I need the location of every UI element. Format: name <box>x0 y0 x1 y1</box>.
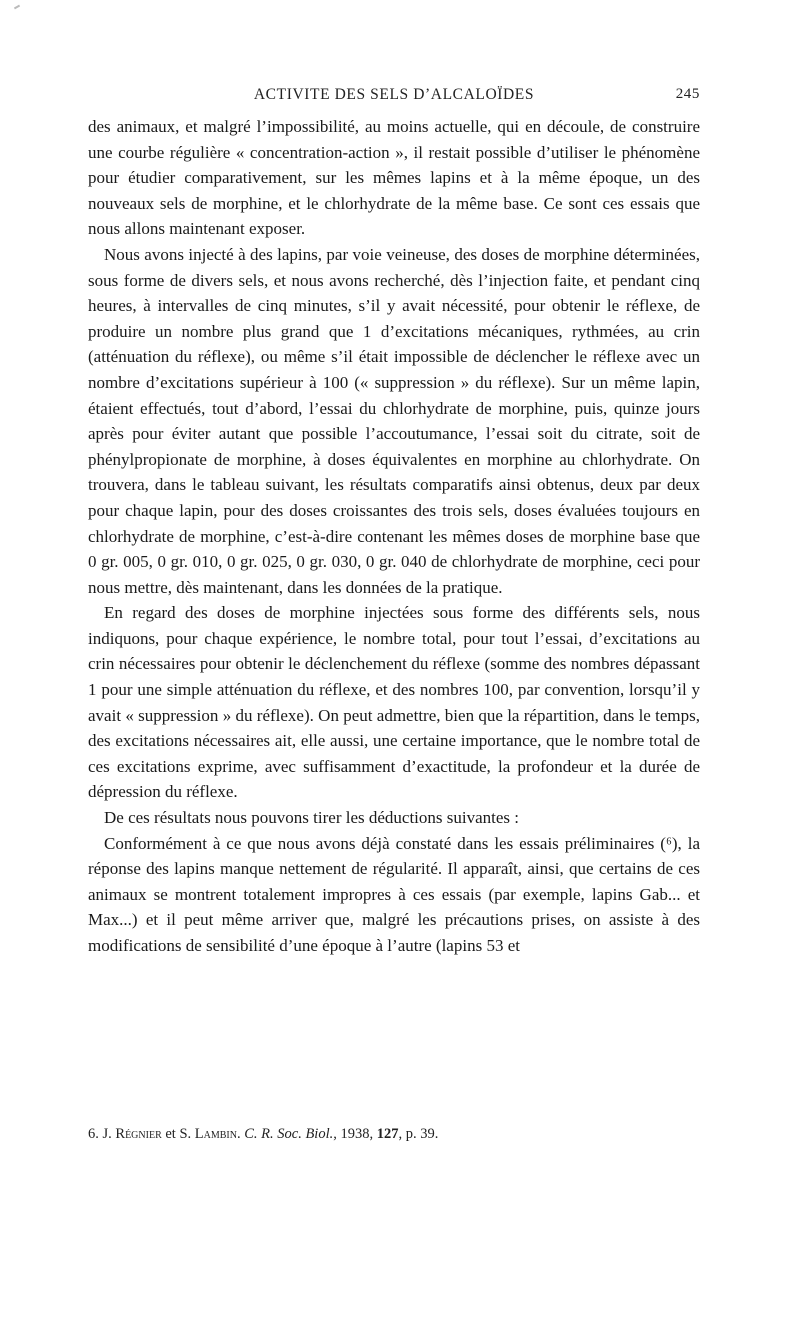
footnote-year: , 1938, <box>333 1126 374 1142</box>
footnote-pages: , p. 39. <box>398 1126 439 1142</box>
footnote-author-initial: J. <box>102 1126 112 1142</box>
paragraph-3: En regard des doses de morphine injectées sous forme des différents sels, nous indiquons, pour chaque expérience, le nombre total, pour tout l’essai, d’excitations au crin nécessaires pour obtenir le déclenchement du réflexe (somme des nombres dépassant 1 pour une simple atténuation du réflexe, et des nombres 100, par convention, lorsqu’il y avait « suppression » du réflexe). On peut admettre, bien que la répartition, dans le temps, des excitations nécessaires ait, elle aussi, une certaine importance, que le nombre total de ces excitations exprime, avec suffisamment d’exactitude, la profondeur et la durée de dépression du réflexe. <box>88 603 700 802</box>
paragraph-2: Nous avons injecté à des lapins, par voie veineuse, des doses de morphine déterminées, sous forme de divers sels, et nous avons recherché, dès l’injection faite, et pendant cinq heures, à intervalles de cinq minutes, s’il y avait nécessité, pour obtenir le réflexe, de produire un nombre plus grand que 1 d’excitations mécaniques, rythmées, au crin (atténuation du réflexe), ou même s’il était impossible de déclencher le réflexe avec un nombre d’excitations supérieur à 100 (« suppression » du réflexe). Sur un même lapin, étaient effectués, tout d’abord, l’essai du chlorhydrate de morphine, puis, quinze jours après pour éviter autant que possible l’accoutumance, l’essai soit du citrate, soit de phénylpropionate de morphine, à doses équivalentes en morphine au chlorhydrate. On trouvera, dans le tableau suivant, les résultats comparatifs ainsi obtenus, deux par deux pour chaque lapin, pour des doses croissantes des trois sels, doses évaluées toujours en chlorhydrate de morphine, c’est-à-dire contenant les mêmes doses de morphine base que 0 gr. 005, 0 gr. 010, 0 gr. 025, 0 gr. 030, 0 gr. 040 de chlorhydrate de morphine, ceci pour nous mettre, dès maintenant, dans les données de la pratique. <box>88 244 700 597</box>
paragraph-1: des animaux, et malgré l’impossibilité, au moins actuelle, qui en découle, de construire une courbe régulière « concentration-action », il restait possible d’utiliser le phénomène pour étudier comparativement, sur les mêmes lapins et à la même époque, un des nouveaux sels de morphine, et le chlorhydrate de la même base. Ce sont ces essais que nous allons maintenant exposer. <box>88 117 700 239</box>
footnote-author-1: Régnier <box>115 1126 162 1142</box>
footnote-number: 6. <box>88 1126 99 1142</box>
paragraph-4: De ces résultats nous pouvons tirer les déductions suivantes : <box>104 808 520 828</box>
body-text <box>88 114 700 959</box>
footnote-author-2: Lambin <box>194 1126 237 1142</box>
paragraph-5: Conformément à ce que nous avons déjà constaté dans les essais préliminaires (⁶), la réponse des lapins manque nettement de régularité. Il apparaît, ainsi, que certains de ces animaux se montrent totalement impropres à ces essais (par exemple, lapins Gab... et Max...) et il peut même arriver que, malgré les précautions prises, on assiste à des modifications de sensibilité d’une époque à l’autre (lapins 53 et <box>88 833 700 955</box>
stray-mark <box>14 5 20 10</box>
footnote-journal: C. R. Soc. Biol. <box>244 1126 334 1142</box>
running-header <box>88 84 700 114</box>
running-title: ACTIVITE DES SELS D’ALCALOÏDES <box>253 86 535 103</box>
footnote-volume: 127 <box>376 1126 399 1142</box>
page <box>88 84 700 959</box>
footnote: 6. J. Régnier et S. Lambin. C. R. Soc. Biol., 1938, 127, p. 39. <box>88 1126 439 1142</box>
footnote-connector: et S. <box>165 1126 192 1142</box>
page-number: 245 <box>675 86 700 102</box>
